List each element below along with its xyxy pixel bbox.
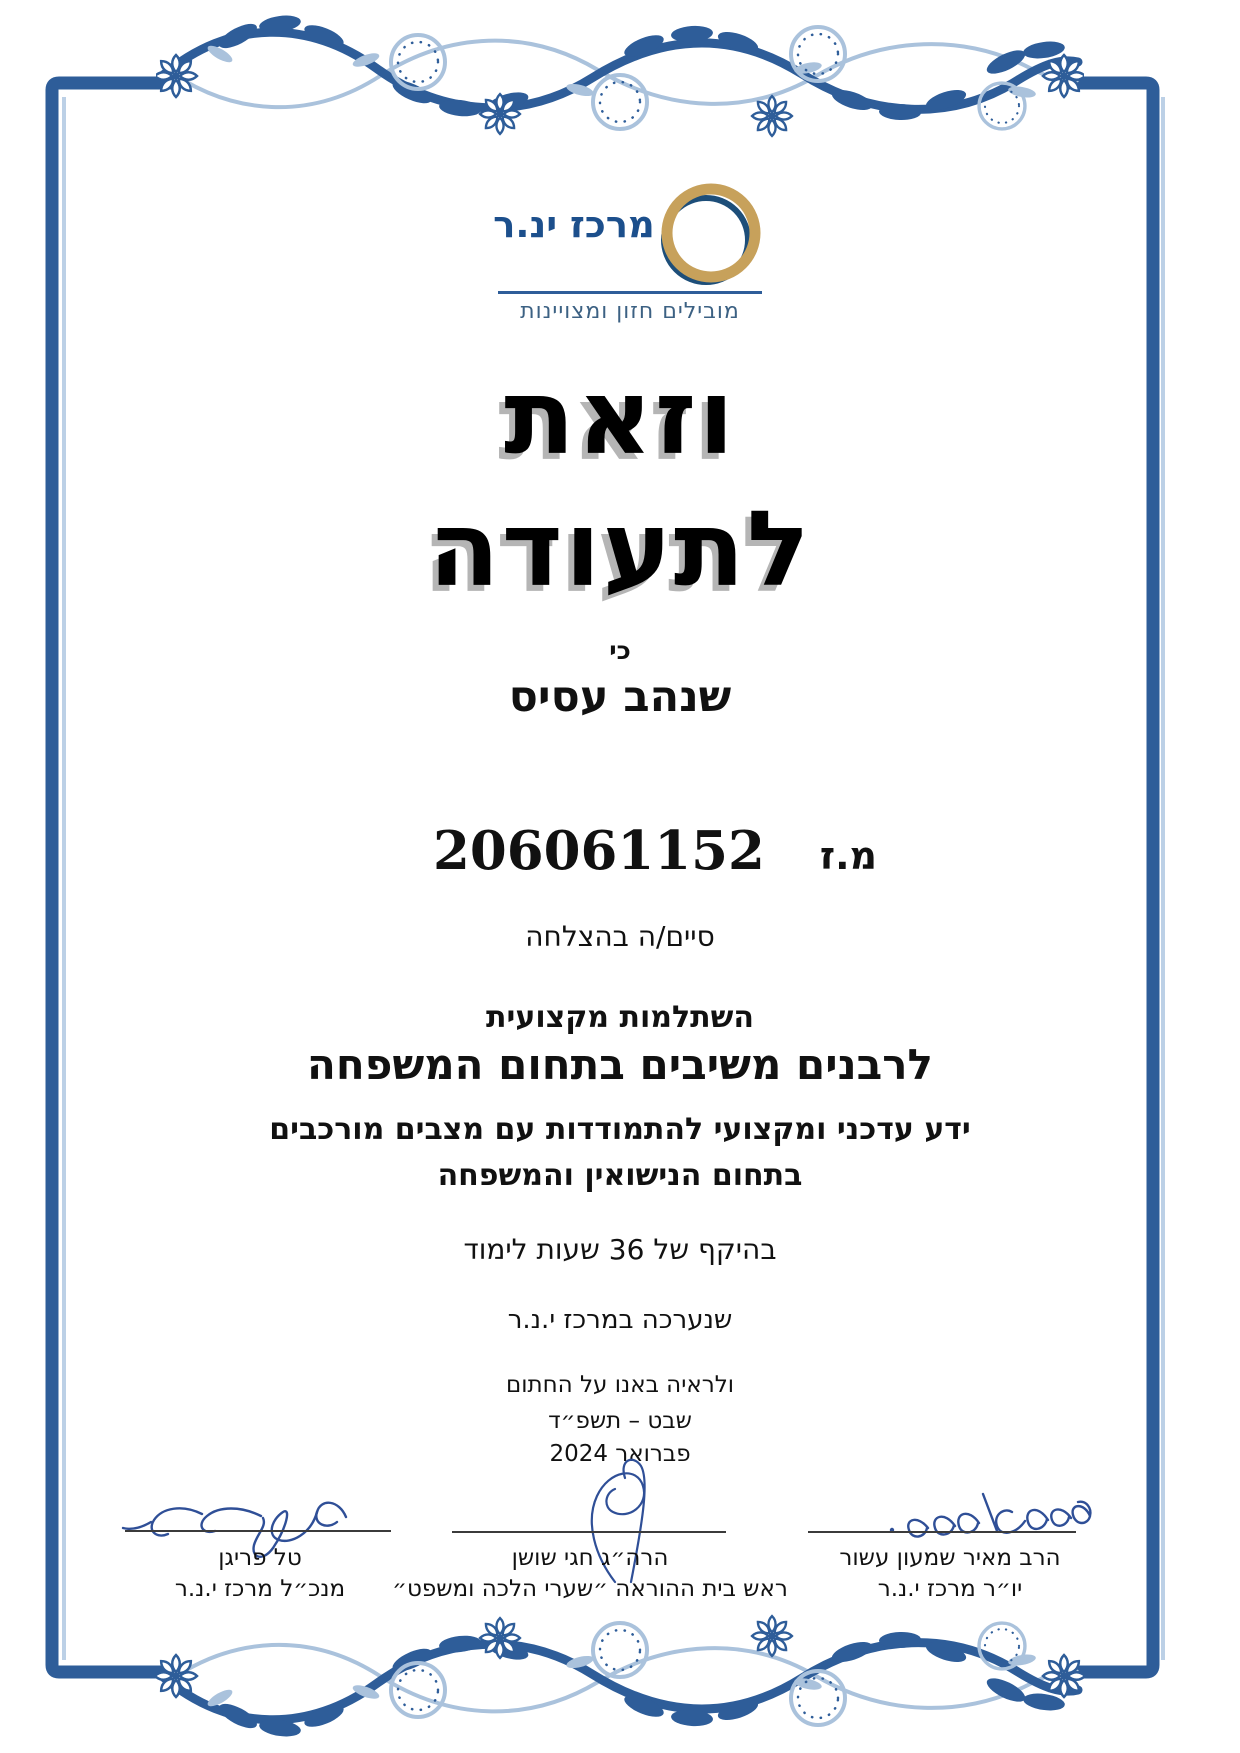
id-row <box>100 820 1210 882</box>
logo-wordmark: מרכז ינ.ר <box>493 203 655 246</box>
certificate-title-line2: לתעודה <box>428 488 812 610</box>
signatory-middle <box>385 1543 795 1605</box>
signatory-left-title: מנכ״ל מרכז י.נ.ר <box>174 1576 346 1602</box>
signatory-middle-title: ראש בית ההוראה ״שערי הלכה ומשפט״ <box>392 1576 788 1602</box>
signatory-right-title: יו״ר מרכז י.נ.ר <box>877 1576 1023 1602</box>
signatory-left-name: טל פריגן <box>218 1545 302 1571</box>
signatory-right-name: הרב מאיר שמעון עשור <box>839 1545 1061 1571</box>
signature-line-middle <box>452 1531 726 1533</box>
course-description-line1: ידע עדכני ומקצועי להתמודדות עם מצבים מורכבים <box>269 1112 971 1147</box>
signatory-right <box>780 1543 1120 1605</box>
course-venue: שנערכה במרכז י.נ.ר <box>507 1305 733 1335</box>
floral-ornament-top <box>156 10 1084 160</box>
signature-right-handwriting-icon <box>840 1486 1100 1548</box>
signatory-middle-name: הרה״ג חגי שושן <box>511 1545 669 1571</box>
logo-tagline: מובילים חזון ומצויינות <box>520 299 740 324</box>
certificate-title-line1: וזאת <box>503 356 737 478</box>
floral-ornament-bottom <box>156 1592 1084 1742</box>
id-label: מ.ז <box>819 834 878 878</box>
hebrew-date: שבט – תשפ״ד <box>548 1408 692 1434</box>
course-scope: בהיקף של 36 שעות לימוד <box>463 1233 777 1266</box>
course-title: לרבנים משיבים בתחום המשפחה <box>307 1040 933 1089</box>
id-number: 206061152 <box>432 820 765 882</box>
course-kicker: השתלמות מקצועית <box>486 1000 754 1035</box>
gregorian-date: פברואר 2024 <box>549 1441 691 1467</box>
logo-divider-line <box>498 291 762 294</box>
attestation-line: ולראיה באנו על החתום <box>505 1372 735 1398</box>
intro-word: כי <box>609 636 631 665</box>
logo-ring-icon <box>658 180 762 292</box>
signature-line-right <box>808 1531 1076 1533</box>
signature-line-left <box>125 1530 391 1532</box>
recipient-name: שנהב עסיס <box>508 672 732 722</box>
signatory-left <box>115 1543 405 1605</box>
completion-line: סיים/ה בהצלחה <box>525 920 715 953</box>
course-description-line2: בתחום הנישואין והמשפחה <box>437 1158 803 1193</box>
